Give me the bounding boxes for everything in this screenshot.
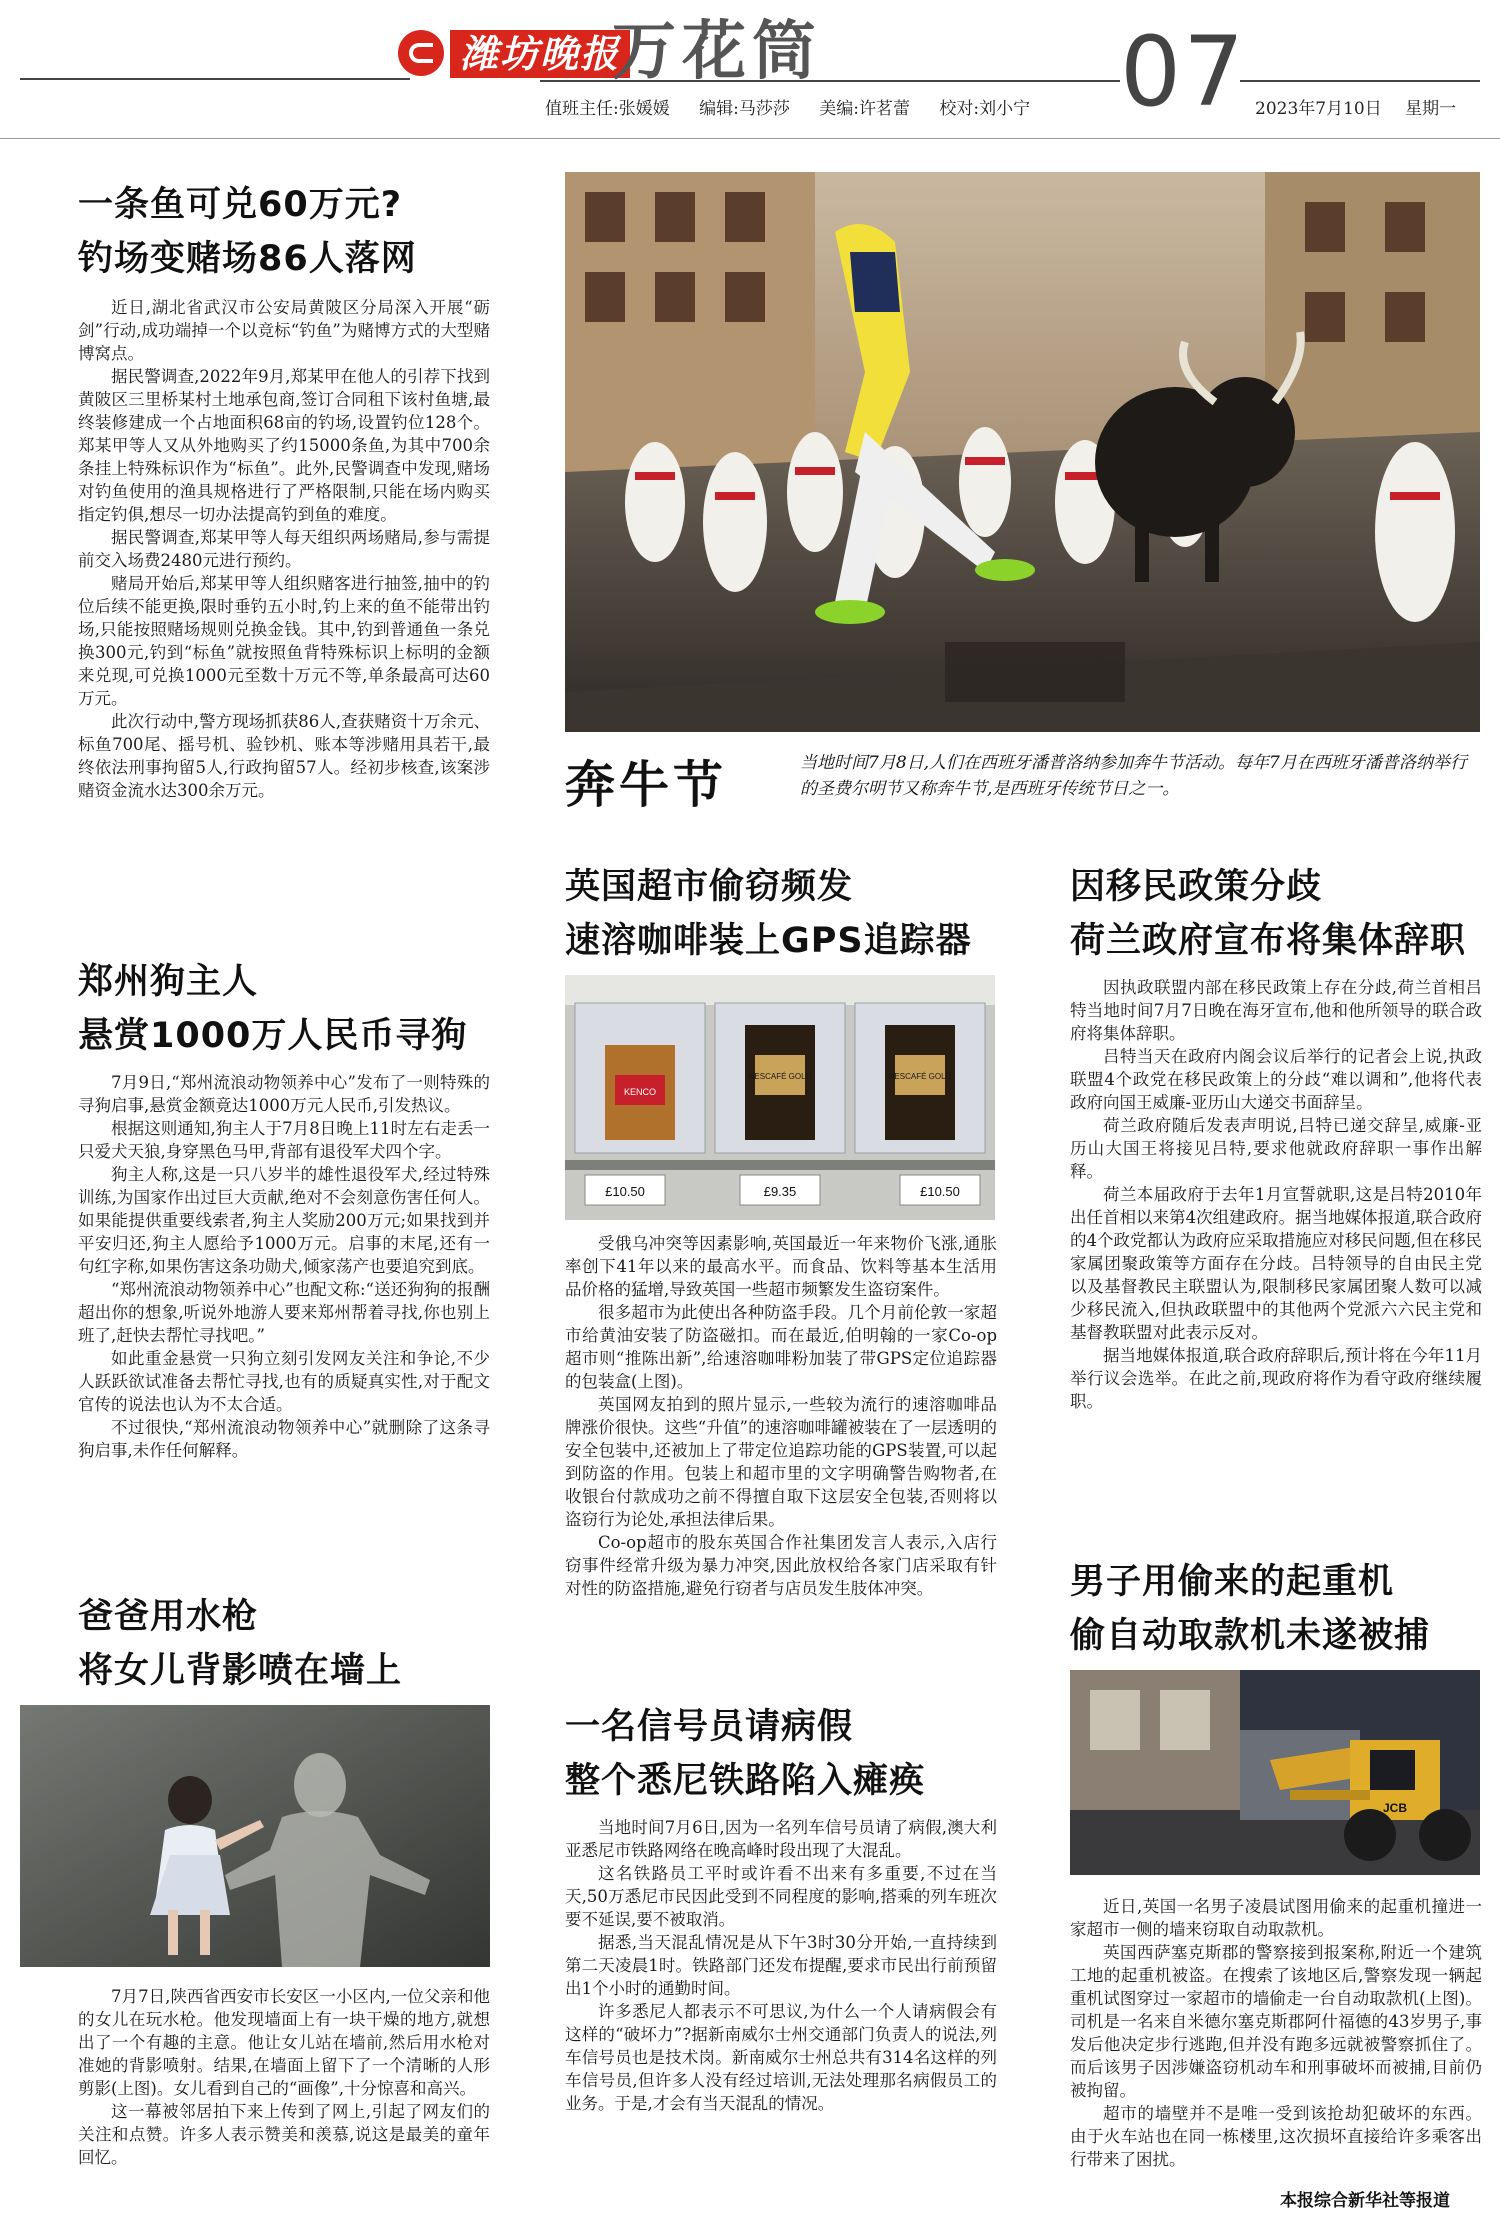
paragraph: 很多超市为此使出各种防盗手段。几个月前伦敦一家超市给黄油安装了防盗磁扣。而在最近,伯明翰的一家Co-op超市则“推陈出新”,给速溶咖啡粉加装了带GPS定位追踪器的包装盒(上图)。	[565, 1303, 997, 1391]
headline-line2: 将女儿背影喷在墙上	[78, 1651, 403, 1691]
masthead	[0, 0, 1500, 135]
paragraph: 荷兰政府随后发表声明说,吕特已递交辞呈,威廉-亚历山大国王将接见吕特,要求他就政府辞职一事作出解释。	[1070, 1116, 1482, 1181]
paragraph: 英国西萨塞克斯郡的警察接到报案称,附近一个建筑工地的起重机被盗。在搜索了该地区后,警察发现一辆起重机试图穿过一家超市的墙偷走一台自动取款机(上图)。司机是一名来自米德尔塞克斯郡阿什福德的43岁男子,事发后他决定步行逃跑,但并没有跑多远就被警察抓住了。而后该男子因涉嫌盗窃机动车和刑事破坏而被捕,目前仍被拘留。	[1070, 1943, 1482, 2100]
jar-label: NESCAFÉ GOLD	[888, 1072, 952, 1081]
article-body	[565, 1232, 997, 1600]
paragraph: 许多悉尼人都表示不可思议,为什么一个人请病假会有这样的“破坏力”?据新南威尔士州交通部门负责人的说法,列车信号员也是技术岗。新南威尔士州总共有314名这样的列车信号员,但许多人没有经过培训,无法处理那名病假员工的业务。于是,才会有当天混乱的情况。	[565, 2002, 997, 2113]
article-dog-reward	[78, 955, 490, 1462]
headline-line1: 男子用偷来的起重机	[1070, 1562, 1395, 1602]
paragraph: 据民警调查,郑某甲等人每天组织两场赌局,参与需提前交入场费2480元进行预约。	[78, 528, 490, 570]
headline-line1: 爸爸用水枪	[78, 1597, 259, 1637]
paragraph: 狗主人称,这是一只八岁半的雄性退役军犬,经过特殊训练,为国家作出过巨大贡献,绝对不会刻意伤害任何人。如果能提供重要线索者,狗主人奖励200万元;如果找到并平安归还,狗主人愿给予1000万元。启事的末尾,还有一句红字称,如果伤害这条功勋犬,倾家荡产也要追究到底。	[78, 1165, 490, 1276]
paragraph: 据悉,当天混乱情况是从下午3时30分开始,一直持续到第二天凌晨1时。铁路部门还发布提醒,要求市民出行前预留出1个小时的通勤时间。	[565, 1933, 997, 1998]
divider	[1240, 80, 1480, 82]
paragraph: 英国网友拍到的照片显示,一些较为流行的速溶咖啡品牌涨价很快。这些“升值”的速溶咖啡罐被装在了一层透明的安全包装中,还被加上了带定位追踪功能的GPS装置,可以起到防盗的作用。包装上和超市里的文字明确警告购物者,在收银台付款成功之前不得擅自取下这层安全包装,否则将以盗窃行为论处,承担法律后果。	[565, 1395, 997, 1529]
bull-run-caption: 当地时间7月8日,人们在西班牙潘普洛纳参加奔牛节活动。每年7月在西班牙潘普洛纳举行的圣费尔明节又称奔牛节,是西班牙传统节日之一。	[800, 753, 1467, 799]
article-body	[565, 1816, 997, 2115]
paragraph: 赌局开始后,郑某甲等人组织赌客进行抽签,抽中的钓位后续不能更换,限时垂钓五小时,钓上来的鱼不能带出钓场,只能按照赌场规则兑换金钱。其中,钓到普通鱼一条兑换300元,钓到“标鱼”就按照鱼背特殊标识上标明的金额来兑现,可兑换1000元至数十万元不等,单条最高可达60万元。	[78, 574, 490, 708]
paragraph: 7月7日,陕西省西安市长安区一小区内,一位父亲和他的女儿在玩水枪。他发现墙面上有一块干燥的地方,就想出了一个有趣的主意。他让女儿站在墙前,然后用水枪对准她的背影喷射。结果,在墙面上留下了一个清晰的人形剪影(上图)。女儿看到自己的“画像”,十分惊喜和高兴。	[78, 1987, 490, 2098]
paragraph: 这名铁路员工平时或许看不出来有多重要,不过在当天,50万悉尼市民因此受到不同程度的影响,搭乘的列车班次要不延误,要不被取消。	[565, 1864, 997, 1929]
article-crane-body	[1070, 1895, 1482, 2171]
price-tag: £10.50	[605, 1184, 645, 1199]
headline-line2: 偷自动取款机未遂被捕	[1070, 1616, 1431, 1656]
crane-graphic	[1070, 1670, 1480, 1875]
article-body	[1070, 1895, 1482, 2171]
paragraph: 近日,英国一名男子凌晨试图用偷来的起重机撞进一家超市一侧的墙来窃取自动取款机。	[1070, 1897, 1482, 1939]
source-credit: 本报综合新华社等报道	[1280, 2191, 1450, 2211]
jar-label: KENCO	[623, 1087, 657, 1097]
paragraph: 此次行动中,警方现场抓获86人,查获赌资十万余元、标鱼700尾、摇号机、验钞机、账本等涉赌用具若干,最终依法刑事拘留5人,行政拘留57人。经初步核查,该案涉赌资金流水达300余万元。	[78, 712, 490, 800]
paragraph: “郑州流浪动物领养中心”也配文称:“送还狗狗的报酬超出你的想象,听说外地游人要来郑州帮着寻找,你也别上班了,赶快去帮忙寻找吧。”	[78, 1280, 490, 1345]
article-body	[78, 296, 490, 802]
headline-line1: 一条鱼可兑60万元?	[78, 185, 403, 225]
divider	[540, 80, 1120, 82]
paragraph: 因执政联盟内部在移民政策上存在分歧,荷兰首相吕特当地时间7月7日晚在海牙宣布,他和他所领导的联合政府将集体辞职。	[1070, 978, 1482, 1043]
article-fishing-gambling	[78, 178, 490, 802]
headline-line1: 一名信号员请病假	[565, 1707, 854, 1747]
paragraph: 据当地媒体报道,联合政府辞职后,预计将在今年11月举行议会选举。在此之前,现政府将作为看守政府继续履职。	[1070, 1346, 1482, 1411]
headline-line2: 荷兰政府宣布将集体辞职	[1070, 921, 1467, 961]
art-editor: 美编:许茗蕾	[819, 99, 911, 119]
article-coffee-body	[565, 1232, 997, 1600]
vehicle-label: JCB	[1382, 1801, 1408, 1815]
masthead-divider	[0, 138, 1500, 139]
article-body	[78, 1985, 490, 2169]
paragraph: 近日,湖北省武汉市公安局黄陂区分局深入开展“砺剑”行动,成功端掉一个以竞标“钓鱼”为赌博方式的大型赌博窝点。	[78, 298, 490, 363]
editor: 编辑:马莎莎	[699, 99, 790, 119]
bull-run-title: 奔牛节	[565, 756, 727, 814]
article-crane-atm	[1070, 1555, 1482, 1663]
jar-label: NESCAFÉ GOLD	[748, 1072, 812, 1081]
paragraph: 不过很快,“郑州流浪动物领养中心”就删除了这条寻狗启事,未作任何解释。	[78, 1418, 490, 1460]
price-tag: £10.50	[920, 1184, 960, 1199]
photo-coffee-shelf	[565, 975, 995, 1220]
date: 2023年7月10日	[1255, 99, 1382, 119]
headline-line2: 速溶咖啡装上GPS追踪器	[565, 921, 972, 961]
article-body	[78, 1071, 490, 1462]
photo-water-silhouette	[20, 1705, 490, 1967]
article-dutch-government	[1070, 860, 1482, 1413]
editor-on-duty: 值班主任:张媛媛	[545, 99, 670, 119]
weekday: 星期一	[1405, 99, 1457, 119]
paragraph: 根据这则通知,狗主人于7月8日晚上11时左右走丢一只爱犬天狼,身穿黑色马甲,背部有退役军犬四个字。	[78, 1119, 490, 1161]
paragraph: 吕特当天在政府内阁会议后举行的记者会上说,执政联盟4个政党在移民政策上的分歧“难以调和”,他将代表政府向国王威廉-亚历山大递交书面辞呈。	[1070, 1047, 1482, 1112]
headline-line2: 悬赏1000万人民币寻狗	[78, 1016, 468, 1056]
proofreader: 校对:刘小宁	[939, 99, 1031, 119]
paragraph: 这一幕被邻居拍下来上传到了网上,引起了网友们的关注和点赞。许多人表示赞美和羡慕,说这是最美的童年回忆。	[78, 2102, 490, 2167]
paper-name: 潍坊晚报	[450, 30, 630, 78]
paragraph: 如此重金悬赏一只狗立刻引发网友关注和争论,不少人跃跃欲试准备去帮忙寻找,也有的质疑真实性,对于配文官传的说法也认为不太合适。	[78, 1349, 490, 1414]
photo-crane	[1070, 1670, 1480, 1875]
publication-date	[1255, 94, 1474, 119]
section-name: 万花筒	[612, 14, 822, 89]
paragraph: 超市的墙壁并不是唯一受到该抢劫犯破坏的东西。由于火车站也在同一栋楼里,这次损坏直接给许多乘客出行带来了困扰。	[1070, 2104, 1482, 2169]
logo-swoosh-icon	[409, 43, 433, 63]
photo-bull-run	[565, 172, 1480, 732]
headline-line1: 英国超市偷窃频发	[565, 867, 854, 907]
article-body	[1070, 976, 1482, 1413]
paragraph: Co-op超市的股东英国合作社集团发言人表示,入店行窃事件经常升级为暴力冲突,因此放权给各家门店采取有针对性的防盗措施,避免行窃者与店员发生肢体冲突。	[565, 1533, 997, 1598]
divider	[20, 78, 410, 80]
coffee-shelf-graphic	[565, 975, 995, 1220]
article-water-gun-body	[78, 1985, 490, 2169]
article-water-gun	[78, 1590, 490, 1698]
article-coffee-gps	[565, 860, 1015, 968]
headline-line2: 整个悉尼铁路陷入瘫痪	[565, 1761, 926, 1801]
staff-credits	[545, 94, 1054, 119]
page-number: 07	[1120, 16, 1247, 128]
article-sydney-rail	[565, 1700, 997, 2115]
headline-line1: 因移民政策分歧	[1070, 867, 1323, 907]
headline-line2: 钓场变赌场86人落网	[78, 239, 417, 279]
paragraph: 荷兰本届政府于去年1月宣誓就职,这是吕特2010年出任首相以来第4次组建政府。据当地媒体报道,联合政府的4个政党都认为政府应采取措施应对移民问题,但在移民家属团聚政策等方面存在分歧。吕特领导的自由民主党以及基督教民主联盟认为,限制移民家属团聚人数可以减少移民流入,但执政联盟中的其他两个党派六六民主党和基督教联盟对此表示反对。	[1070, 1185, 1482, 1342]
paragraph: 7月9日,“郑州流浪动物领养中心”发布了一则特殊的寻狗启事,悬赏金额竟达1000万元人民币,引发热议。	[78, 1073, 490, 1115]
headline-line1: 郑州狗主人	[78, 962, 259, 1002]
paragraph: 受俄乌冲突等因素影响,英国最近一年来物价飞涨,通胀率创下41年以来的最高水平。而食品、饮料等基本生活用品价格的猛增,导致英国一些超市频繁发生盗窃案件。	[565, 1234, 997, 1299]
paragraph: 据民警调查,2022年9月,郑某甲在他人的引荐下找到黄陂区三里桥某村土地承包商,签订合同租下该村鱼塘,最终装修建成一个占地面积68亩的钓场,设置钓位128个。郑某甲等人又从外地购买了约15000条鱼,为其中700余条挂上特殊标识作为“标鱼”。此外,民警调查中发现,赌场对钓鱼使用的渔具规格进行了严格限制,只能在场内购买指定钓俱,想尽一切办法提高钓到鱼的难度。	[78, 367, 490, 524]
paragraph: 当地时间7月6日,因为一名列车信号员请了病假,澳大利亚悉尼市铁路网络在晚高峰时段出现了大混乱。	[565, 1818, 997, 1860]
price-tag: £9.35	[763, 1184, 797, 1199]
